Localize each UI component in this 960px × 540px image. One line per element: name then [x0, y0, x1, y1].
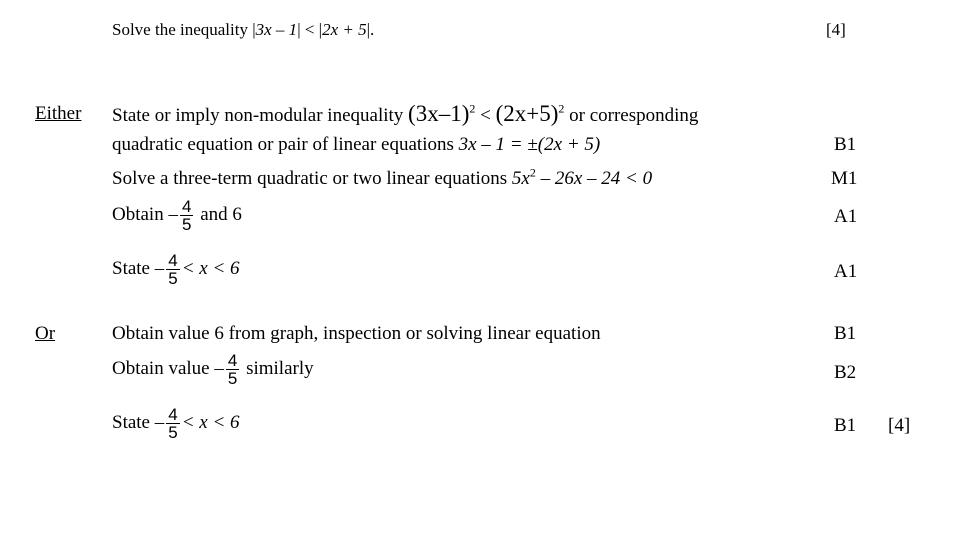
either-step2 [112, 165, 653, 190]
either-step3-minus: – [168, 203, 178, 225]
either-step1-expr-a [408, 101, 475, 126]
question-suffix: |. [366, 20, 375, 39]
question-expr-left: 3x – 1 [255, 20, 298, 39]
either-step1-line2-expr: 3x – 1 = ±(2x + 5) [458, 134, 601, 155]
either-step1-line1 [112, 103, 698, 127]
or-step3-minus: – [154, 411, 165, 433]
or-step2 [112, 352, 314, 387]
question-prefix: Solve the inequality | [112, 20, 256, 39]
or-step3-mark: B1 [834, 415, 857, 436]
or-step3-numerator: 4 [168, 405, 178, 424]
either-step1-lt: < [475, 105, 496, 126]
either-step4-minus: – [154, 257, 165, 279]
question-lt: | < | [297, 20, 323, 39]
question-text [112, 20, 374, 40]
or-step3-denominator: 5 [168, 423, 178, 442]
either-step2-exp: 2 [529, 165, 536, 180]
total-marks: [4] [888, 415, 911, 436]
or-step3-tail: < x < 6 [181, 411, 240, 433]
either-step3 [112, 198, 242, 233]
or-step2-tail: similarly [246, 357, 314, 379]
or-step1: Obtain value 6 from graph, inspection or solving linear equation [112, 323, 601, 344]
either-step2-text: Solve a three-term quadratic or two linear equations [112, 168, 508, 189]
either-step3-denominator: 5 [181, 215, 192, 234]
either-step4-mark: A1 [834, 261, 858, 282]
or-step3-text: State [112, 411, 150, 433]
question-expr-right: 2x + 5 [322, 20, 367, 39]
or-label: Or [35, 323, 56, 344]
or-step2-numerator: 4 [227, 351, 238, 370]
either-step4-denominator: 5 [168, 269, 178, 288]
or-step3 [112, 406, 240, 441]
either-step3-fraction [180, 198, 193, 233]
either-step3-text: Obtain [112, 203, 164, 225]
either-step4-tail: < x < 6 [181, 257, 240, 279]
or-step2-minus: – [214, 357, 224, 379]
either-label: Either [35, 103, 82, 124]
either-step1-expr-b [496, 101, 565, 126]
either-step1-tail: or corresponding [569, 105, 699, 126]
either-step1-text: State or imply non-modular inequality [112, 105, 404, 126]
or-step2-mark: B2 [834, 362, 857, 383]
either-step2-mark: M1 [831, 168, 858, 189]
or-step2-text: Obtain value [112, 357, 210, 379]
either-step3-mark: A1 [834, 206, 858, 227]
or-step1-mark: B1 [834, 323, 857, 344]
either-step4-fraction [166, 252, 179, 287]
either-step4-text: State [112, 257, 150, 279]
either-step2-expr-a: 5x [511, 168, 530, 189]
either-step1-line2-text: quadratic equation or pair of linear equations [112, 134, 454, 155]
either-step4 [112, 252, 240, 287]
either-step1-expr-b-base: (2x+5) [495, 101, 559, 126]
or-step3-fraction [166, 406, 179, 441]
question-marks: [4] [826, 20, 846, 39]
either-step4-numerator: 4 [168, 251, 178, 270]
either-step2-expr-b: – 26x – 24 < 0 [535, 168, 653, 189]
either-step1-expr-b-exp: 2 [558, 101, 565, 116]
either-step3-numerator: 4 [181, 197, 192, 216]
either-step1-expr-a-exp: 2 [469, 101, 476, 116]
either-step1-expr-a-base: (3x–1) [408, 101, 470, 126]
either-step1-line2 [112, 134, 600, 156]
or-step2-fraction [226, 352, 239, 387]
either-step1-mark: B1 [834, 134, 857, 155]
or-step2-denominator: 5 [227, 369, 238, 388]
either-step3-tail: and 6 [200, 203, 242, 225]
